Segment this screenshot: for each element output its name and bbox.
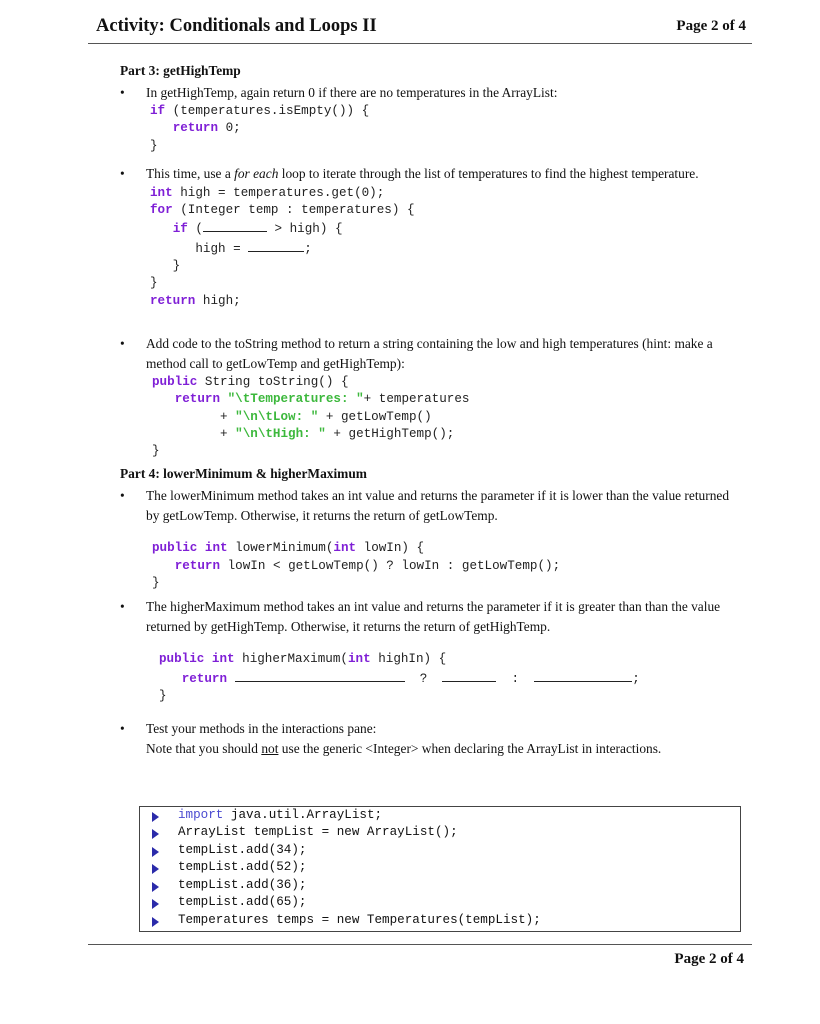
part4-bullet-3-line-1: Test your methods in the interactions pane: [146,721,377,737]
prompt-arrow-icon [152,812,159,822]
bullet-icon: • [120,85,125,100]
interaction-line: tempList.add(65); [178,895,307,909]
bullet-icon: • [120,488,125,504]
part3-bullet-3 [120,334,740,460]
part4-heading: Part 4: lowerMinimum & higherMaximum [120,466,367,482]
interaction-line: Temperatures temps = new Temperatures(tempList); [178,913,541,927]
bullet-icon: • [120,165,125,181]
part3-bullet-1 [120,83,740,155]
part3-bullet-2-text: This time, use a for each loop to iterate through the list of temperatures to find the highest temperature. [146,165,699,181]
code-isempty: if (temperatures.isEmpty()) { return 0; } [150,104,370,153]
part4-bullet-2-text: The higherMaximum method takes an int value and returns the parameter if it is greater than than the value returned by getHighTemp. Otherwise, it returns the return of getHighTemp. [146,599,721,635]
page-header [96,16,746,40]
interaction-line: tempList.add(34); [178,843,307,857]
code-highermaximum: public int higherMaximum(int highIn) { return ? : ; } [159,652,640,703]
part4-bullet-1 [120,486,740,592]
code-lowerminimum: public int lowerMinimum(int lowIn) { return lowIn < getLowTemp() ? lowIn : getLowTemp(); } [152,541,561,591]
header-rule [88,43,752,44]
interaction-line: tempList.add(52); [178,860,307,874]
interaction-line: import java.util.ArrayList; [178,808,383,822]
main-content [120,58,740,759]
prompt-arrow-icon [152,899,159,909]
bullet-icon: • [120,599,125,615]
interactions-box [139,806,741,932]
header-page-number: Page 2 of 4 [676,18,746,34]
code-for-each: int high = temperatures.get(0); for (Integer temp : temperatures) { if ( > high) { high = ; } } return high; [150,185,415,308]
interaction-line: tempList.add(36); [178,878,307,892]
part4-bullet-3 [120,719,740,759]
prompt-arrow-icon [152,864,159,874]
prompt-arrow-icon [152,917,159,927]
footer-page-number: Page 2 of 4 [674,951,744,967]
bullet-icon: • [120,335,125,351]
part3-bullet-2 [120,164,740,310]
part4-bullet-1-text: The lowerMinimum method takes an int value and returns the parameter if it is lower than the value returned by getLowTemp. Otherwise, it returns the return of getLowTemp. [146,488,730,524]
part3-bullet-1-text: In getHighTemp, again return 0 if there are no temperatures in the ArrayList: [146,85,558,100]
prompt-arrow-icon [152,829,159,839]
footer-rule [88,944,752,945]
part3-bullet-3-text: Add code to the toString method to return a string containing the low and high temperatures (hint: make a method call to getLowTemp and getHighTemp): [146,335,713,371]
interaction-line: ArrayList tempList = new ArrayList(); [178,825,458,839]
code-tostring: public String toString() { return "\tTemperatures: "+ temperatures + "\n\tLow: " + getLowTemp() + "\n\tHigh: " + getHighTemp(); } [152,374,470,459]
part4-bullet-2 [120,597,740,705]
bullet-icon: • [120,721,125,737]
prompt-arrow-icon [152,847,159,857]
prompt-arrow-icon [152,882,159,892]
part4-bullet-3-line-2: Note that you should not use the generic <Integer> when declaring the ArrayList in interactions. [146,741,662,757]
document-title: Activity: Conditionals and Loops II [96,16,377,36]
part3-heading: Part 3: getHighTemp [120,63,241,78]
